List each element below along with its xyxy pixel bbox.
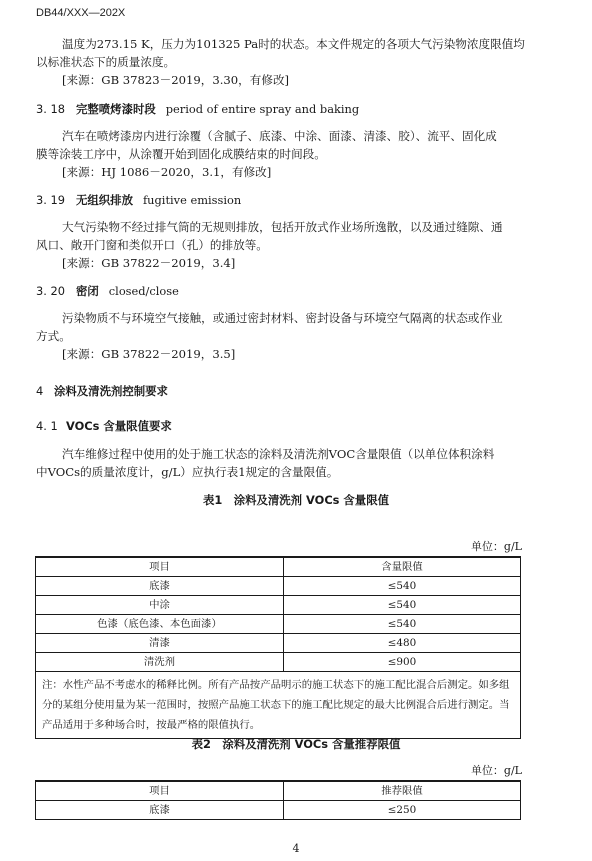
section-number: 3. 19	[36, 193, 65, 207]
p2-source: [来源：HJ 1086－2020，3.1，有修改]	[62, 165, 272, 179]
row-item: 清洗剂	[36, 653, 284, 672]
section-title-en: closed/close	[108, 284, 179, 298]
row-limit: ≤900	[284, 653, 521, 672]
section-3-20	[36, 283, 179, 299]
section-number: 4	[36, 384, 44, 398]
p3-line2: 风口、敞开门窗和类似开口（孔）的排放等。	[36, 238, 268, 252]
p1-line1: 温度为273.15 K，压力为101325 Pa时的状态。本文件规定的各项大气污染物浓度限值均	[62, 37, 525, 51]
doc-code-header: DB44/XXX—202X	[36, 7, 126, 19]
section-title-zh: 涂料及清洗剂控制要求	[54, 384, 168, 398]
note-line: 分的某组分使用量为某一范围时，按照产品施工状态下的施工配比规定的最大比例混合后进行测定。当	[42, 699, 510, 711]
table-row	[36, 801, 521, 820]
row-item: 清漆	[36, 634, 284, 653]
p1-line2: 以标准状态下的质量浓度。	[36, 55, 176, 69]
table2-caption: 表2 涂料及清洗剂 VOCs 含量推荐限值	[191, 737, 401, 751]
table-row	[36, 577, 521, 596]
row-item: 中涂	[36, 596, 284, 615]
table1-unit: 单位：g/L	[470, 540, 522, 553]
section-number: 3. 20	[36, 284, 65, 298]
section-3-18	[36, 101, 359, 117]
row-limit: ≤540	[284, 615, 521, 634]
section-4	[36, 383, 168, 399]
p3-source: [来源：GB 37822－2019，3.4]	[62, 256, 236, 270]
table2	[35, 780, 521, 820]
header-item: 项目	[36, 557, 284, 577]
header-item: 项目	[36, 781, 284, 801]
p5-line2: 中VOCs的质量浓度计，g/L）应执行表1规定的含量限值。	[36, 465, 339, 479]
p1-source: [来源：GB 37823－2019，3.30，有修改]	[62, 73, 290, 87]
table-row	[36, 596, 521, 615]
p4-line2: 方式。	[36, 329, 71, 343]
table-note	[36, 672, 521, 739]
p5-line1: 汽车维修过程中使用的处于施工状态的涂料及清洗剂VOC含量限值（以单位体积涂料	[62, 447, 495, 461]
row-limit: ≤480	[284, 634, 521, 653]
table-note-row	[36, 672, 521, 739]
p4-source: [来源：GB 37822－2019，3.5]	[62, 347, 236, 361]
table1	[35, 556, 521, 739]
section-title-en: period of entire spray and baking	[165, 102, 360, 116]
p2-line1: 汽车在喷烤漆房内进行涂覆（含腻子、底漆、中涂、面漆、清漆、胶）、流平、固化成	[62, 129, 497, 143]
row-item: 底漆	[36, 801, 284, 820]
row-item: 底漆	[36, 577, 284, 596]
table-header-row	[36, 557, 521, 577]
section-4-1	[36, 418, 172, 434]
p2-line2: 膜等涂装工序中，从涂覆开始到固化成膜结束的时间段。	[36, 147, 326, 161]
section-number: 3. 18	[36, 102, 65, 116]
table-row	[36, 615, 521, 634]
section-number: 4. 1	[36, 419, 58, 433]
p4-line1: 污染物质不与环境空气接触，或通过密封材料、密封设备与环境空气隔离的状态或作业	[62, 311, 503, 325]
section-title-en: fugitive emission	[142, 193, 242, 207]
header-limit: 含量限值	[284, 557, 521, 577]
table-row	[36, 634, 521, 653]
row-item: 色漆（底色漆、本色面漆）	[36, 615, 284, 634]
table2-unit: 单位：g/L	[470, 764, 522, 777]
section-3-19	[36, 192, 241, 208]
section-title-zh: VOCs 含量限值要求	[66, 419, 172, 433]
p3-line1: 大气污染物不经过排气筒的无规则排放，包括开放式作业场所逸散，以及通过缝隙、通	[62, 220, 503, 234]
table-row	[36, 653, 521, 672]
table-header-row	[36, 781, 521, 801]
header-limit: 推荐限值	[284, 781, 521, 801]
note-line: 注：水性产品不考虑水的稀释比例。所有产品按产品明示的施工状态下的施工配比混合后测定。如多组	[42, 679, 510, 691]
page-number: 4	[292, 842, 300, 855]
table1-caption: 表1 涂料及清洗剂 VOCs 含量限值	[203, 493, 389, 507]
note-line: 产品适用于多种场合时，按最严格的限值执行。	[42, 719, 261, 731]
row-limit: ≤250	[284, 801, 521, 820]
section-title-zh: 完整喷烤漆时段	[76, 102, 156, 116]
row-limit: ≤540	[284, 596, 521, 615]
section-title-zh: 无组织排放	[76, 193, 133, 207]
section-title-zh: 密闭	[76, 284, 99, 298]
row-limit: ≤540	[284, 577, 521, 596]
